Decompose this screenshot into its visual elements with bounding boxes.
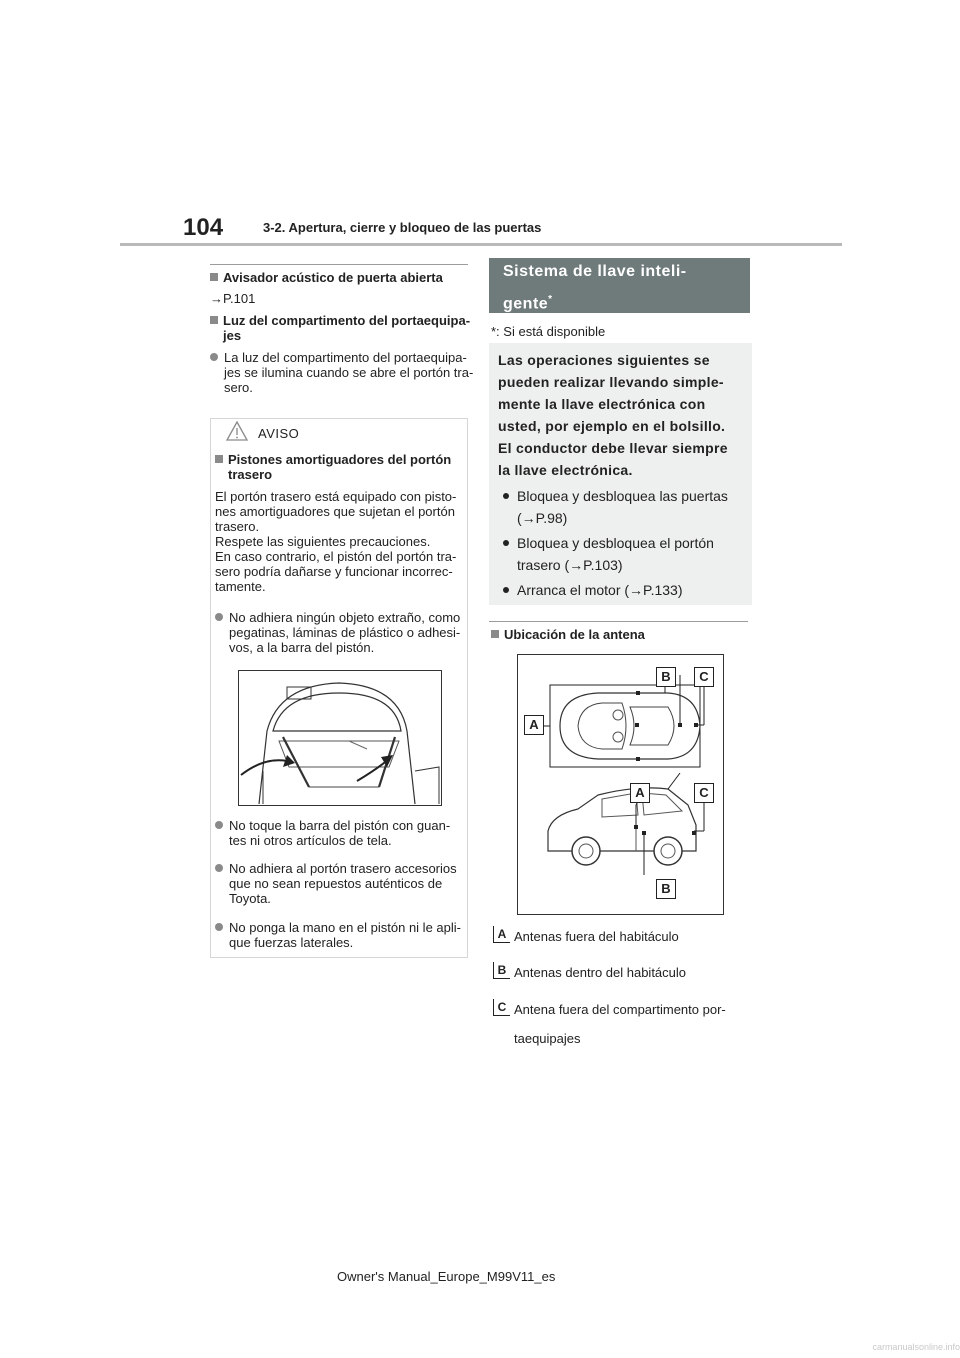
legend-key-a: A	[493, 926, 510, 943]
diagram-label-b-top: B	[656, 667, 676, 687]
section-title-banner	[489, 258, 750, 313]
cargo-light-text: La luz del compartimento del portaequipa- jes se ilumina cuando se abre el portón tra- sero.	[210, 350, 473, 395]
warning-bullet-2: No toque la barra del pistón con guan- tes ni otros artículos de tela.	[215, 818, 450, 848]
warning-label: AVISO	[258, 426, 300, 441]
section-rule	[489, 621, 748, 622]
diagram-label-c-side: C	[694, 783, 714, 803]
square-bullet-icon	[491, 630, 499, 638]
legend-text-a: Antenas fuera del habitáculo	[514, 929, 679, 944]
tailgate-drawing	[239, 671, 441, 805]
operation-item-3: Arranca el motor (→P.133)	[503, 579, 682, 601]
bullet-icon	[503, 540, 509, 546]
operation-item-2: Bloquea y desbloquea el portón trasero (→P.103)	[503, 532, 714, 576]
square-bullet-icon	[210, 273, 218, 281]
page-number: 104	[183, 214, 224, 241]
footnote: *: Si está disponible	[491, 324, 606, 339]
antenna-diagram	[517, 654, 724, 915]
round-bullet-icon	[215, 923, 223, 931]
diagram-label-b-side: B	[656, 879, 676, 899]
footer-text: Owner's Manual_Europe_M99V11_es	[337, 1269, 556, 1284]
diagram-label-c-top: C	[694, 667, 714, 687]
legend-text-b: Antenas dentro del habitáculo	[514, 965, 687, 980]
section-heading-door-alarm: Avisador acústico de puerta abierta	[210, 270, 443, 285]
watermark: carmanualsonline.info	[872, 1342, 960, 1352]
round-bullet-icon	[215, 821, 223, 829]
bullet-icon	[503, 493, 509, 499]
diagram-label-a-side: A	[630, 783, 650, 803]
section-heading-cargo-light: Luz del compartimento del portaequipa- jes	[210, 313, 470, 343]
section-rule	[210, 264, 468, 265]
square-bullet-icon	[215, 455, 223, 463]
warning-triangle-icon	[225, 420, 249, 442]
warning-bullet-1: No adhiera ningún objeto extraño, como pegatinas, láminas de plástico o adhesi- vos, a la barra del pistón.	[215, 610, 460, 655]
operation-item-1: Bloquea y desbloquea las puertas (→P.98)	[503, 485, 728, 529]
header-rule	[120, 243, 842, 246]
legend-text-c: Antena fuera del compartimento por- taequipajes	[514, 1002, 726, 1046]
warning-paragraph: El portón trasero está equipado con pisto- nes amortiguadores que sujetan el portón trasero. Respete las siguientes precauciones. En caso contrario, el pistón del portón tra- sero podría dañarse y funcionar incorrec- tamente.	[215, 489, 457, 594]
round-bullet-icon	[215, 613, 223, 621]
section-title: Sistema de llave inteli- gente*	[503, 263, 687, 313]
bullet-icon	[503, 587, 509, 593]
diagram-label-a-top: A	[524, 715, 544, 735]
chapter-title: 3-2. Apertura, cierre y bloqueo de las puertas	[263, 220, 542, 235]
reference-link[interactable]: →P.101	[210, 291, 256, 306]
intro-text: Las operaciones siguientes se pueden realizar llevando simple- mente la llave electrónica con usted, por ejemplo en el bolsillo. El conductor debe llevar siempre la llave electrónica.	[498, 352, 728, 478]
square-bullet-icon	[210, 316, 218, 324]
warning-bullet-3: No adhiera al portón trasero accesorios que no sean repuestos auténticos de Toyota.	[215, 861, 457, 906]
car-antenna-drawing	[518, 655, 723, 914]
round-bullet-icon	[215, 864, 223, 872]
round-bullet-icon	[210, 353, 218, 361]
warning-bullet-4: No ponga la mano en el pistón ni le apli- que fuerzas laterales.	[215, 920, 461, 950]
tailgate-illustration	[238, 670, 442, 806]
antenna-heading: Ubicación de la antena	[491, 627, 645, 642]
warning-heading: Pistones amortiguadores del portón trasero	[215, 452, 451, 482]
legend-key-c: C	[493, 999, 510, 1016]
legend-key-b: B	[493, 962, 510, 979]
